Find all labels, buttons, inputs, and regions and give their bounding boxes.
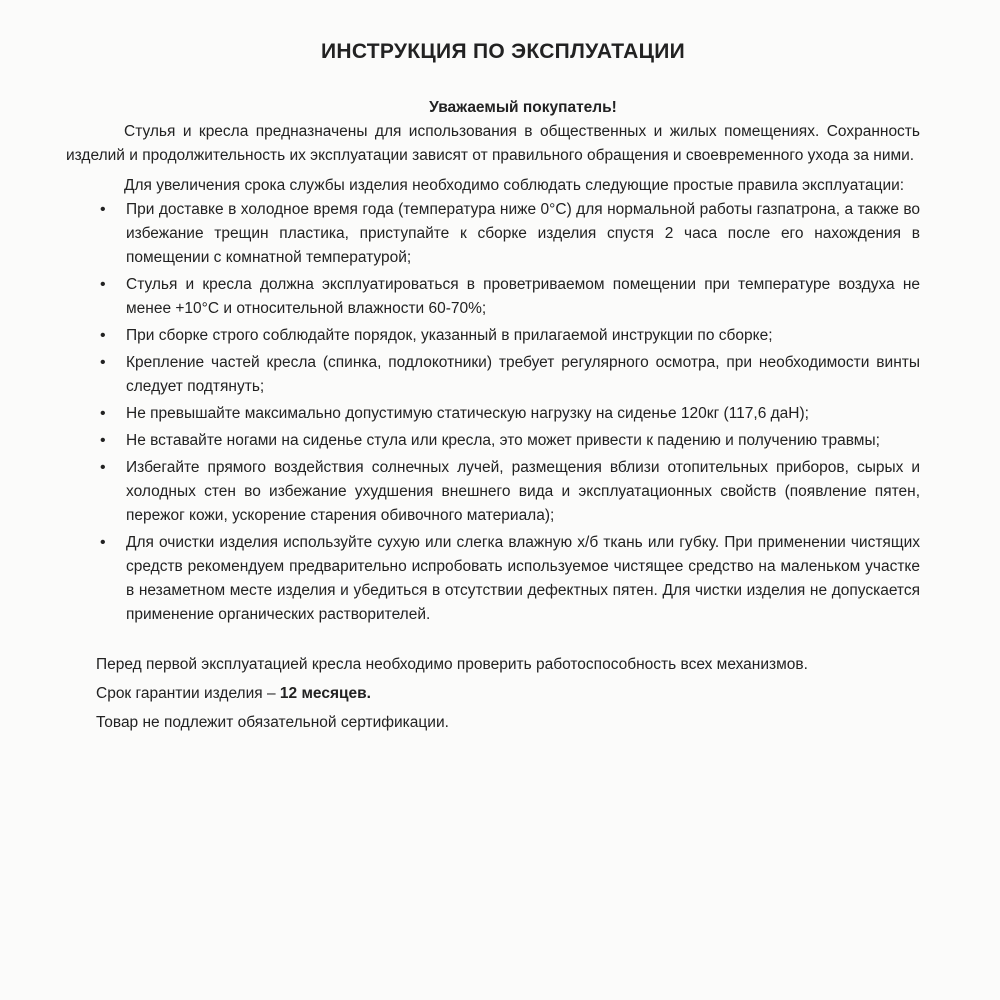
bullet-icon: • [100, 432, 106, 449]
bullet-icon: • [100, 201, 106, 218]
rule-text: Стулья и кресла должна эксплуатироваться в проветриваемом помещении при температуре воздуха не менее +10°С и относительной влажности 60-70%; [126, 276, 920, 317]
bullet-icon: • [100, 276, 106, 293]
rule-text: Не превышайте максимально допустимую статическую нагрузку на сиденье 120кг (117,6 даН); [126, 405, 809, 422]
check-note: Перед первой эксплуатацией кресла необходимо проверить работоспособность всех механизмов. [96, 656, 808, 673]
warranty-value: 12 месяцев. [279, 685, 371, 702]
list-item [66, 531, 920, 627]
list-item [66, 324, 920, 348]
intro-paragraph: Стулья и кресла предназначены для использования в общественных и жилых помещениях. Сохранность изделий и продолжительность их эксплуатации зависят от правильного обращения и своевременного ухода за ними. [66, 123, 920, 164]
list-item [66, 402, 920, 426]
bullet-icon: • [100, 459, 106, 476]
list-item [66, 273, 920, 321]
list-item [66, 429, 920, 453]
list-item [66, 351, 920, 399]
rule-text: Не вставайте ногами на сиденье стула или кресла, это может привести к падению и получению травмы; [126, 432, 880, 449]
list-item [66, 456, 920, 528]
closing-notes [96, 653, 920, 735]
bullet-icon: • [100, 327, 106, 344]
rule-text: Крепление частей кресла (спинка, подлокотники) требует регулярного осмотра, при необходимости винты следует подтянуть; [126, 354, 920, 395]
page-title: ИНСТРУКЦИЯ ПО ЭКСПЛУАТАЦИИ [320, 40, 686, 63]
warranty-label: Срок гарантии изделия – [96, 685, 276, 702]
bullet-icon: • [100, 405, 106, 422]
warranty-note [96, 682, 920, 706]
rule-text: При сборке строго соблюдайте порядок, указанный в прилагаемой инструкции по сборке; [126, 327, 773, 344]
rule-text: Для очистки изделия используйте сухую или слегка влажную х/б ткань или губку. При применении чистящих средств рекомендуем предварительно испробовать используемое чистящее средство на маленьком участке в незаметном месте изделия и убедиться в отсутствии дефектных пятен. Для чистки изделия не допускается применение органических растворителей. [126, 534, 920, 623]
certification-note: Товар не подлежит обязательной сертификации. [96, 714, 449, 731]
bullet-icon: • [100, 534, 106, 551]
rules-list [66, 198, 920, 627]
rule-text: При доставке в холодное время года (температура ниже 0°С) для нормальной работы газпатрона, а также во избежание трещин пластика, приступайте к сборке изделия спустя 2 часа после его нахождения в помещении с комнатной температурой; [126, 201, 920, 266]
rules-intro: Для увеличения срока службы изделия необходимо соблюдать следующие простые правила эксплуатации: [124, 177, 905, 194]
bullet-icon: • [100, 354, 106, 371]
greeting: Уважаемый покупатель! [429, 99, 617, 116]
rule-text: Избегайте прямого воздействия солнечных лучей, размещения вблизи отопительных приборов, сырых и холодных стен во избежание ухудшения внешнего вида и эксплуатационных свойств (появление пятен, пережог кожи, ускорение старения обивочного материала); [126, 459, 920, 524]
list-item [66, 198, 920, 270]
